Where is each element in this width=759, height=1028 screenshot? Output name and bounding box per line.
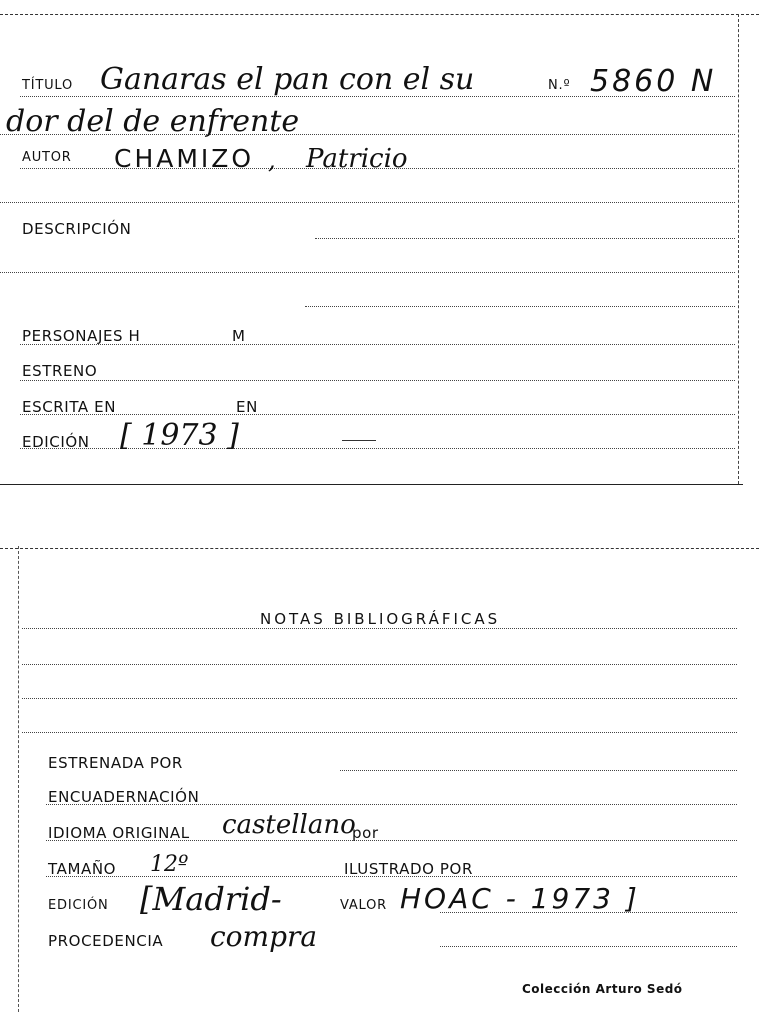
edicion-value: [ 1973 ] xyxy=(120,418,239,453)
personajes-label: PERSONAJES H xyxy=(22,327,141,345)
idioma-value: castellano xyxy=(222,810,356,840)
edicion-label: EDICIÓN xyxy=(48,898,109,913)
notas-line-3 xyxy=(22,698,737,699)
estreno-label: ESTRENO xyxy=(22,362,98,380)
card-right-edge xyxy=(738,14,739,484)
escrita-en2-label: EN xyxy=(236,398,258,416)
autor-separator: , xyxy=(268,146,276,174)
titulo-value-line2: dor del de enfrente xyxy=(6,104,300,139)
escrita-en-label: ESCRITA EN xyxy=(22,398,117,416)
titulo-label: TÍTULO xyxy=(22,78,74,93)
pen-stroke xyxy=(342,440,376,441)
autor-surname: CHAMIZO xyxy=(114,144,255,173)
notas-line xyxy=(22,628,737,629)
numero-value: 5860 N xyxy=(590,64,717,99)
tamano-label: TAMAÑO xyxy=(48,860,117,878)
card-left-edge xyxy=(18,546,19,1012)
blank-line-3 xyxy=(305,306,735,307)
edicion-label: EDICIÓN xyxy=(22,433,90,451)
top-catalog-card xyxy=(0,0,759,492)
notas-line-4 xyxy=(22,732,737,733)
valor-value: HOAC - 1973 ] xyxy=(400,882,640,915)
idioma-label: IDIOMA ORIGINAL xyxy=(48,824,190,842)
personajes-m-label: M xyxy=(232,327,246,345)
procedencia-value: compra xyxy=(210,920,318,953)
notas-line-2 xyxy=(22,664,737,665)
estreno-line xyxy=(20,380,735,381)
encuadernacion-label: ENCUADERNACIÓN xyxy=(48,788,200,806)
card-top-edge xyxy=(0,548,759,549)
edicion-value: [Madrid- xyxy=(140,880,282,918)
card-top-edge xyxy=(0,14,759,15)
notas-bibliograficas-label: NOTAS BIBLIOGRÁFICAS xyxy=(260,610,501,628)
titulo-value-line1: Ganaras el pan con el su xyxy=(100,62,475,97)
estrenada-label: ESTRENADA POR xyxy=(48,754,183,772)
blank-line-2 xyxy=(0,272,735,273)
procedencia-line xyxy=(440,946,737,947)
tamano-value: 12º xyxy=(150,852,189,877)
descripcion-label: DESCRIPCIÓN xyxy=(22,220,132,238)
valor-label: VALOR xyxy=(340,898,387,913)
card-bottom-edge xyxy=(0,484,743,485)
bottom-catalog-card xyxy=(0,540,759,1028)
estrenada-line xyxy=(340,770,737,771)
collection-footer: Colección Arturo Sedó xyxy=(522,982,683,996)
numero-label: N.º xyxy=(548,78,571,93)
autor-label: AUTOR xyxy=(22,150,72,165)
descripcion-line xyxy=(315,238,735,239)
ilustrado-label: ILUSTRADO POR xyxy=(344,860,473,878)
autor-given-name: Patricio xyxy=(306,144,408,174)
idioma-por-label: por xyxy=(352,824,379,842)
escrita-line xyxy=(20,414,735,415)
procedencia-label: PROCEDENCIA xyxy=(48,932,164,950)
blank-line-1 xyxy=(0,202,735,203)
